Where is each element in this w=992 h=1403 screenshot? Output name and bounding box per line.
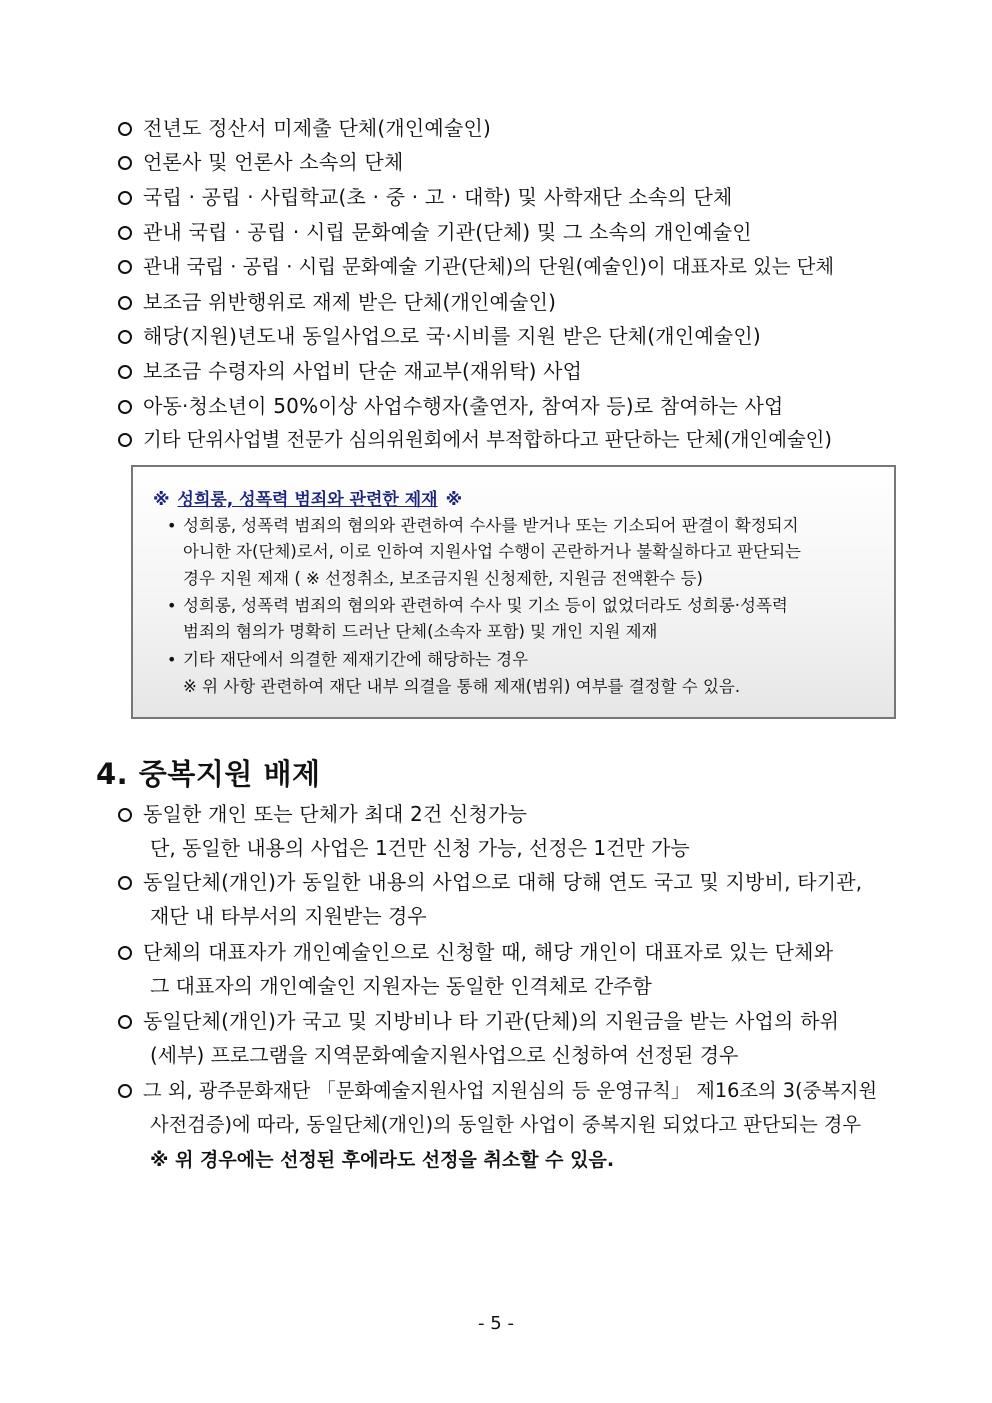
criteria-item: 기타 단위사업별 전문가 심의위원회에서 부적합하다고 판단하는 단체(개인예술인) [118, 423, 832, 457]
exclusion-item: 그 외, 광주문화재단 「문화예술지원사업 지원심의 등 운영규칙」 제16조의 3(중복지원 [118, 1074, 877, 1108]
criteria-item: 국립 · 공립 · 사립학교(초 · 중 · 고 · 대학) 및 사학재단 소속의 단체 [118, 180, 733, 214]
criteria-item: 보조금 위반행위로 재제 받은 단체(개인예술인) [118, 285, 556, 319]
circle-bullet-icon [118, 433, 132, 447]
circle-bullet-icon [118, 191, 132, 205]
notice-text: 성희롱, 성폭력 범죄의 혐의와 관련하여 수사를 받거나 또는 기소되어 판결이 확정되지 [183, 516, 799, 535]
criteria-item: 보조금 수령자의 사업비 단순 재교부(재위탁) 사업 [118, 354, 582, 388]
section-heading: 4. 중복지원 배제 [96, 757, 321, 791]
criteria-item: 해당(지원)년도내 동일사업으로 국·시비를 지원 받은 단체(개인예술인) [118, 319, 761, 353]
circle-bullet-icon [118, 400, 132, 414]
notice-text: 범죄의 혐의가 명확히 드러난 단체(소속자 포함) 및 개인 지원 제재 [183, 622, 658, 641]
circle-bullet-icon [118, 296, 132, 310]
circle-bullet-icon [118, 946, 132, 960]
notice-note: ※ 위 사항 관련하여 재단 내부 의결을 통해 제재(범위) 여부를 결정할 수 있음. [183, 677, 741, 696]
exclusion-item: 동일한 개인 또는 단체가 최대 2건 신청가능 [118, 797, 527, 831]
exclusion-item-continued: (세부) 프로그램을 지역문화예술지원사업으로 신청하여 선정된 경우 [150, 1043, 739, 1067]
cancellation-note: ※ 위 경우에는 선정된 후에라도 선정을 취소할 수 있음. [150, 1149, 615, 1171]
exclusion-item-continued: 그 대표자의 개인예술인 지원자는 동일한 인격체로 간주함 [150, 974, 652, 998]
notice-text: 성희롱, 성폭력 범죄의 혐의와 관련하여 수사 및 기소 등이 없었더라도 성희롱·성폭력 [183, 596, 788, 615]
page-number: - 5 - [478, 1313, 514, 1334]
circle-bullet-icon [118, 260, 132, 274]
circle-bullet-icon [118, 226, 132, 240]
criteria-item: 관내 국립 · 공립 · 시립 문화예술 기관(단체)의 단원(예술인)이 대표자로 있는 단체 [118, 250, 834, 284]
criteria-item: 언론사 및 언론사 소속의 단체 [118, 145, 403, 179]
criteria-item: 전년도 정산서 미제출 단체(개인예술인) [118, 111, 491, 145]
sexual-harassment-notice-box [131, 465, 896, 719]
exclusion-item: 동일단체(개인)가 동일한 내용의 사업으로 대해 당해 연도 국고 및 지방비, 타기관, [118, 865, 862, 899]
bullet-dot-icon: • [167, 596, 177, 615]
exclusion-item-continued: 사전검증)에 따라, 동일단체(개인)의 동일한 사업이 중복지원 되었다고 판단되는 경우 [150, 1113, 861, 1136]
circle-bullet-icon [118, 122, 132, 136]
exclusion-item: 단체의 대표자가 개인예술인으로 신청할 때, 해당 개인이 대표자로 있는 단체와 [118, 935, 833, 969]
circle-bullet-icon [118, 365, 132, 379]
notice-text: 경우 지원 제재 ( ※ 선정취소, 보조금지원 신청제한, 지원금 전액환수 등) [183, 569, 703, 588]
circle-bullet-icon [118, 1015, 132, 1029]
notice-title: ※ 성희롱, 성폭력 범죄와 관련한 제재 ※ [153, 490, 463, 510]
circle-bullet-icon [118, 330, 132, 344]
circle-bullet-icon [118, 876, 132, 890]
circle-bullet-icon [118, 156, 132, 170]
circle-bullet-icon [118, 808, 132, 822]
criteria-item: 아동·청소년이 50%이상 사업수행자(출연자, 참여자 등)로 참여하는 사업 [118, 389, 784, 423]
notice-text: 기타 재단에서 의결한 제재기간에 해당하는 경우 [183, 650, 529, 669]
exclusion-item: 동일단체(개인)가 국고 및 지방비나 타 기관(단체)의 지원금을 받는 사업의 하위 [118, 1004, 839, 1038]
bullet-dot-icon: • [167, 516, 177, 535]
criteria-item: 관내 국립 · 공립 · 시립 문화예술 기관(단체) 및 그 소속의 개인예술인 [118, 215, 752, 249]
exclusion-item-continued: 재단 내 타부서의 지원받는 경우 [150, 904, 427, 928]
circle-bullet-icon [118, 1084, 132, 1098]
exclusion-item-continued: 단, 동일한 내용의 사업은 1건만 신청 가능, 선정은 1건만 가능 [150, 836, 690, 860]
bullet-dot-icon: • [167, 650, 177, 669]
notice-text: 아니한 자(단체)로서, 이로 인하여 지원사업 수행이 곤란하거나 불확실하다고 판단되는 [183, 542, 801, 561]
